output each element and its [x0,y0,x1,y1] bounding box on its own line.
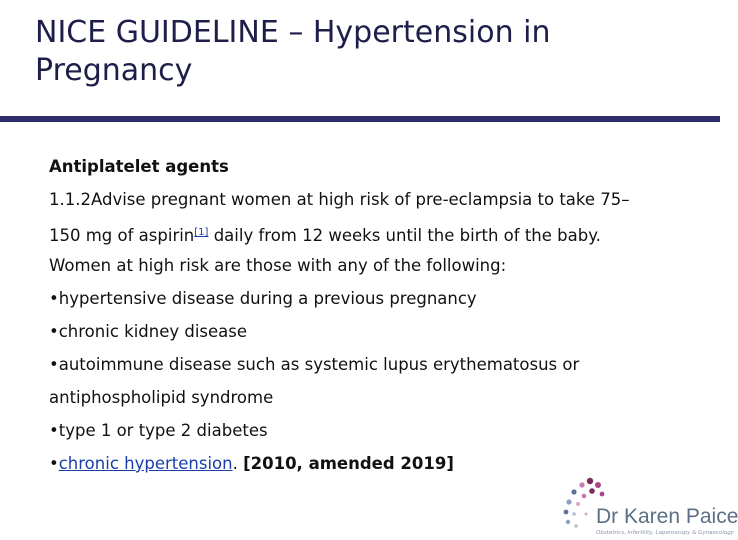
logo-dot [574,524,578,528]
logo-dot [585,513,588,516]
logo-dot [566,499,571,504]
bullet-item: •hypertensive disease during a previous pregnancy [49,289,477,308]
logo-dot [587,478,593,484]
amendment-note: [2010, amended 2019] [243,454,454,473]
chronic-hypertension-link[interactable]: chronic hypertension [58,454,233,473]
paragraph-text: daily from 12 weeks until the birth of the baby. [208,226,601,245]
paragraph-line-3: Women at high risk are those with any of the following: [49,256,507,275]
bullet-item: •chronic kidney disease [49,322,248,341]
bullet-item: •type 1 or type 2 diabetes [49,421,268,440]
logo-dot [566,520,570,524]
slide-body [49,150,699,480]
paragraph-line-2 [49,216,699,249]
logo-dot [571,489,576,494]
dr-karen-paice-logo [556,472,738,540]
paragraph-line-1: 1.1.2Advise pregnant women at high risk of pre-eclampsia to take 75– [49,190,630,209]
footnote-link[interactable]: [1] [194,227,209,238]
section-heading: Antiplatelet agents [49,157,229,176]
slide-title: NICE GUIDELINE – Hypertension in Pregnancy [35,15,551,88]
bullet-text: . [232,454,244,473]
logo-dot [582,494,587,499]
logo-tagline: Obstetrics, Infertility, Laparoscopy & Gynaecology [596,530,734,536]
logo-name: Dr Karen Paice [596,505,738,528]
bullet-item-continued: antiphospholipid syndrome [49,388,274,407]
logo-dot [579,482,584,487]
logo-dot [589,488,595,494]
bullet-marker: • [49,454,59,473]
logo-dot [564,510,569,515]
logo-dot [572,512,576,516]
bullet-item: •autoimmune disease such as systemic lupus erythematosus or [49,355,580,374]
logo-dot [576,502,580,506]
logo-dot [600,492,605,497]
paragraph-text: 150 mg of aspirin [49,226,195,245]
title-divider [0,116,720,122]
logo-dot [595,482,601,488]
